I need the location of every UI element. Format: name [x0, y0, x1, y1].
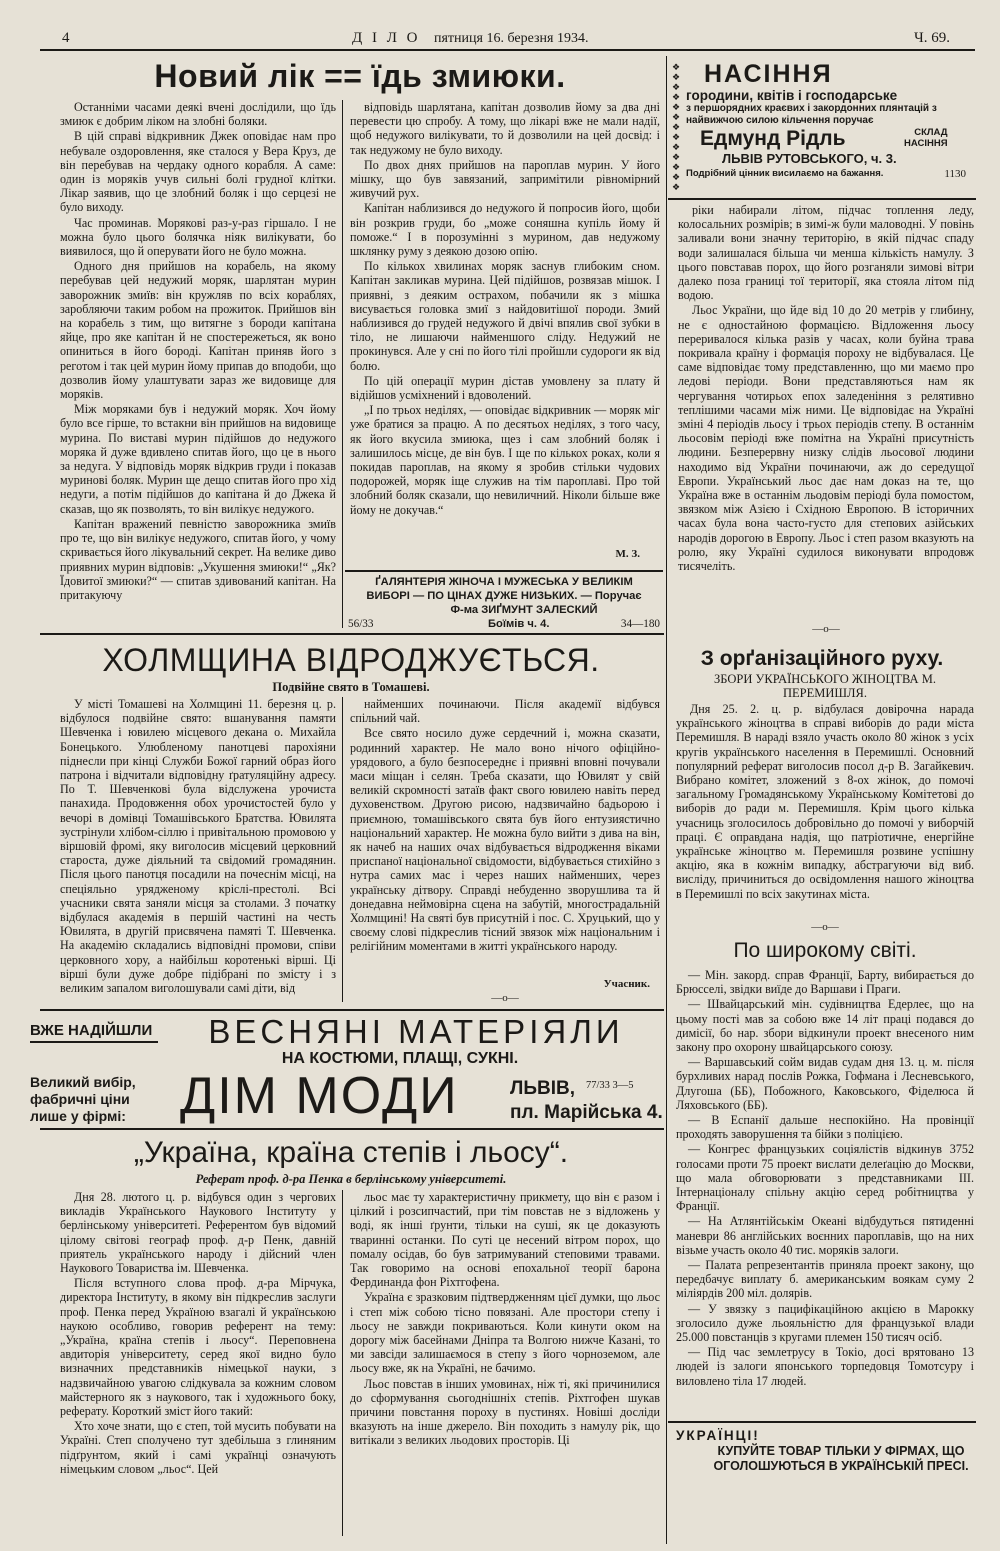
galanteria-code-right: 34—180: [620, 618, 660, 630]
org-subtitle: ЗБОРИ УКРАЇНСЬКОГО ЖІНОЦТВА М. ПЕРЕМИШЛЯ.: [714, 672, 936, 700]
paragraph: Україна є зразковим підтвердженням цієї думки, що льос і степ між собою тісно повязані. Але простори степу і льосу не завжди покриваються. Коли кинути оком на дорогу між басейнами Дніпра та Волгою нижче Казані, то ми завсіди залишаємося в степу з його чорноземом, але льосу вже, як на Україні, не бачимо.: [350, 1290, 660, 1376]
masthead-rule: [40, 49, 975, 51]
fashion-ad-left-3: лише у фірмі:: [30, 1108, 126, 1124]
galanteria-ad: [348, 575, 660, 631]
masthead: [62, 30, 950, 50]
fashion-ad-headline: ВЕСНЯНІ МАТЕРІЯЛИ: [208, 1013, 624, 1050]
ornament-divider: —o—: [491, 992, 519, 1004]
paragraph: У місті Томашеві на Холмщині 11. березня ц. р. відбулося подвійне свято: вшанування памяти Шевченка і ювилею місцевого декана о. Михайла Бонецького. Улюбленому панотцеві парохіяни піднесли при кінці Служби Божої гарний образ його патрона і відчитали відповідну ґратуляційну адресу. По Т. Шевченкові була відслужена урочиста панахида. Продовження обох урочистостей було у вечорі в домівці Томашівського Братства. Ювилята зустрінули хлібом-сіллю і привітальною промовою у віршовій фромі, яку виголосив місцевий церковний староста, дуже діяльний та свідомий громадянин. Після цього панотця посадили на почеснім місці, на спеціяльно урядженому кріслі-престолі. Всі учасники свята заняли місця за столами. З початку відбулася академія в першій частині на честь Ювилята, в другій присвячена памяті Т. Шевченка. На академію складались відповідні промови, співи церковного хору, а найбільш коротенькі вірші. Ці вірші були дуже добре підібрані по змісту і з великим запалом виголошували самі діти, від: [60, 697, 336, 996]
issue-number: Ч. 69.: [914, 30, 950, 46]
ornament-divider: —o—: [811, 921, 839, 933]
paper-name: Д І Л О: [352, 30, 421, 46]
paragraph: ріки набирали літом, підчас топлення леду, колосальних розмірів; в зимі-ж були маловодні. У повінь заливали вони значну територію, в якій підчас спаду води залишалася більша чи менша кількість намулу. З цього повставав порох, що його розганяли зимові вітри далеко поза границі тої території, яка стояла літом під водою.: [678, 203, 974, 303]
galanteria-line-3: Ф-ма ЗИҐМУНТ ЗАЛЕСКИЙ: [450, 604, 598, 616]
paragraph: По цій операції мурин дістав умовлену за плату й відійшов усміхнений і вдоволений.: [350, 373, 660, 403]
section-rule: [668, 1421, 976, 1423]
fashion-ad-left-2: фабричні ціни: [30, 1091, 130, 1107]
ukrainians-ad-text: КУПУЙТЕ ТОВАР ТІЛЬКИ У ФІРМАХ, ЩО ОГОЛОШУЮТЬСЯ В УКРАЇНСЬКІЙ ПРЕСІ.: [713, 1444, 969, 1473]
fashion-ad-city: ЛЬВІВ,: [510, 1078, 575, 1099]
fashion-ad: [30, 1014, 664, 1126]
org-text: [676, 702, 974, 920]
paragraph: По кількох хвилинах моряк заснув глибоким сном. Капітан закликав мурина. Цей підійшов, розвязав мішок. І приявні, з деяким острахом, побачили як з мішка висувається головка змиї з найдовитішої породи. Змий наблизився до грудей недужого й двічі впялив свої зубки в тіло, не лишаючи найменшого сліду. Недужий не прокинувся. Але у сні по його тілі пройшли судороги як від болю.: [350, 259, 660, 373]
paragraph: Хто хоче знати, що є степ, той мусить побувати на Україні. Степ сполучено тут здебільша з глиняним підґрунтом, який і самі українці означують німецьким словом „льос“. Цей: [60, 1419, 336, 1476]
seeds-ad-note: Подрібний цінник висилаємо на бажання.: [686, 168, 884, 179]
paragraph: „І по трьох неділях, — оповідає відкривник — моряк міг уже братися за працю. А по десятьох неділях, з того часу, як його вкусила змиюка, щез і сам злобний боляк і залишилось місце, де він був. І ще по кількох роках, коли я покидав пароплав, на якому я зробив стільки чудових подорожей, моряк іще служив на тім пароплаві. Про той злобний боляк сказали, що невиличний. Ніколи більше вже йому не докучав.“: [350, 403, 660, 517]
kholm-column-2: [350, 697, 660, 979]
paragraph: — Конгрес французьких соціялістів відкинув 3752 голосами проти 75 проект вислати делеґацію до Москви, що мала обговорювати з представниками ІІІ. Інтернаціоналу спільну акцію серед робітництва у Франції.: [676, 1142, 974, 1214]
galanteria-line-2: ВИБОРІ — ПО ЦІНАХ ДУЖЕ НИЗЬКИХ. — Поручає: [366, 590, 642, 602]
cure-column-1: [60, 100, 336, 628]
paragraph: Між моряками був і недужий моряк. Хоч йому було все гірше, то встакни він прийшов на видовище мурина. По виставі мурин підійшов до недужого моряка й дуже вдивлено спитав його, що це в нього за недуга. У відповідь моряк відкрив груди і показав муринові боляк. Мурин ще дещо спитав його про хід недуги, а потім підійшов до капітана й до Джека й сказав, що як позволять, то він вилікує недужого.: [60, 402, 336, 516]
kholm-subtitle: Подвійне свято в Томашеві.: [272, 680, 430, 694]
paragraph: — В Еспанії дальше неспокійно. На провінції проходять заворушення та бійки з поліцією.: [676, 1113, 974, 1142]
seeds-ad: [686, 60, 970, 192]
ukrainians-ad: [676, 1428, 976, 1474]
seeds-ad-name: Едмунд Рідль: [700, 127, 846, 150]
paragraph: Останніми часами деякі вчені дослідили, що їдь змиюк є добрим ліком на злобні боляки.: [60, 100, 336, 129]
paragraph: — У звязку з пацифікаційною акцією в Марокку зголосило дуже льояльністю для французької влади 25.000 повстанців з кругами племен 150 тисяч осіб.: [676, 1301, 974, 1345]
seeds-ad-ornament-left: ❖ ❖ ❖ ❖ ❖ ❖ ❖ ❖ ❖ ❖ ❖ ❖ ❖: [671, 62, 681, 192]
steppe-subtitle: Реферат проф. д-ра Пенка в берлінському університеті.: [195, 1172, 507, 1186]
fashion-ad-arrived: ВЖЕ НАДІЙШЛИ: [30, 1022, 158, 1043]
paragraph: Час проминав. Морякові раз-у-раз гіршало. І не можна було цього болячка ніяк вилікувати, бо виявилося, що й оперувати його не було можна.: [60, 215, 336, 259]
seeds-ad-title: НАСІННЯ: [704, 60, 833, 88]
world-news-list: [676, 968, 974, 1416]
page-number: 4: [62, 30, 70, 46]
seeds-ad-address: ЛЬВІВ РУТОВСЬКОГО, ч. 3.: [722, 151, 897, 166]
paragraph: — Під час землетрусу в Токіо, досі врятовано 13 людей із залоги японського торпедовця Томотсуру і виловлено тіла 17 людей.: [676, 1345, 974, 1388]
galanteria-address: Боїмів ч. 4.: [488, 618, 550, 630]
paragraph: Дня 25. 2. ц. р. відбулася довірочна нарада українського жіноцтва в справі виборів до ради міста Перемишля. В нараді взяло участь около 80 жінок з усіх кругів українського населення в Перемишлі. Основний популярний реферат виголосив посол д-р В. Загайкевич. Вибрано комітет, зложений з 8-ох жінок, до помочі загальному Громадянському Українському Комітетові до виборів до ради м. Перемишля. Крім цього кілька учасниць зголосилось добровільно до помочі у виборчій праці. Є оправдана надія, що патріотичне, енергійне українське жіноцтво м. Перемишля розвине успішну акцію, яка в кожнім випадку, абстрагуючи від виб. висліду, причиниться до освідомлення нашого жіноцтва в Перемишлі по всіх закутинах міста.: [676, 702, 974, 901]
ad-rule-top: [345, 570, 663, 572]
paragraph: Льос України, що йде від 10 до 20 метрів у глибину, не є одностайною формацією. Відложення льосу переривалося кілька разів у часах, коли буйна трава покривала країну і формація пороху не відбувалася. Це саме відповідає тому представленню, що ми маємо про ледові періоди. Вони представляються нам як чергування чотирьох епох заледеніння з релятивно теплішими часами між ними. Це відповідає на Україні зміні 4 періодів льосу і трьох періодів степу. В останнім льосовім періоді вже помітна на Україні присутність людини. Безперервну низку слідів льосової людини находимо від України починаючи, аж до середущої Европи. Український льос дає нам доказ на те, що Україна вже в останнім льодовім періоді була помостом, звязком між Азією і Східною Европою. В історичних часах була вона часто-густо для степових азійських народів дорогою в Европу. Льос і степ разом вказують на ролю, яку Україні судилося виконувати впродовж тисячеліть.: [678, 303, 974, 574]
fashion-ad-left-text: [30, 1074, 170, 1125]
ornament-divider: —o—: [812, 623, 840, 635]
paragraph: Одного дня прийшов на корабель, на якому перебував цей недужий моряк, шарлятан мурин заворожник змиїв: він кружляв по всіх кораблях, заробляючи таким робом на прожиток. Прийшов він на корабель з тим, що витягне з бороди капітана яйце, про яке капітан й не спостережеться, як воно опиниться в його бороді. Капітан приняв його з реготом і так цей мурин йому припав до вподоби, що дозволив йому улаштувати зараз же видовище для моряків.: [60, 259, 336, 402]
column-rule: [666, 56, 667, 1544]
ukrainians-ad-title: УКРАЇНЦІ!: [676, 1428, 760, 1443]
issue-date: пятниця 16. березня 1934.: [434, 31, 589, 46]
headline-cure: Новий лік == їдь змиюки.: [154, 58, 566, 94]
seeds-ad-code: 1130: [944, 168, 966, 180]
headline-world-news: По широкому світі.: [733, 939, 917, 962]
paragraph: В цій справі відкривник Джек оповідає нам про небувале оздоровлення, яке сталося у Вера Круз, де він перебував на чердаку одного корабля. А саме: один із моряків учув сильні болі грудної клітки. Лікар заявив, що це злобний боляк і що серцезі не було виходу.: [60, 129, 336, 215]
paragraph: Капітан вражений певністю заворожника змиїв про те, що він вилікує недужого, спитав його, у чому скривається його лікувальний секрет. На велике диво приявних мурин відповів: „Укушення змиюки!“ „Як? Їдовитої змиюки?“ — спитав здивований капітан. На притакуючу: [60, 516, 336, 602]
seeds-ad-store: [904, 127, 948, 149]
seeds-ad-line-1: городини, квітів і господарське: [686, 88, 898, 103]
section-rule: [40, 633, 664, 635]
paragraph: Льос повстав в інших умовинах, ніж ті, які причинилися до сформування сьогоднішніх степів. Ріхтгофен шукав причини повстання пороху в пустинях. Новіші досліди вказують на інше джерело. Він походить з намулу рік, що витікали з великих льодових просторів. Ці: [350, 1376, 660, 1448]
headline-steppe: „Україна, країна степів і льосу“.: [133, 1136, 569, 1169]
seeds-ad-line-2: з першорядних краєвих і закордонних плянтацій з найвижчою силою кільчення поручає: [686, 103, 937, 126]
paragraph: Після вступного слова проф. д-ра Мірчука, директора Інституту, в якому він підкреслив заслуги проф. Пенка перед Україною взагалі й українською наукою особливо, говорив референт на тему: „Україна, країна степів і льосу“. Переповнена авдиторія університету, серед якої видно було визначних представників німецької науки, з надзвичайною увагою слідкувала за кожним словом майстерного як з наукового, так і художнього боку, реферату. Короткий зміст його такий:: [60, 1276, 336, 1419]
paragraph: Дня 28. лютого ц. р. відбувся один з чергових викладів Українського Наукового Інституту у берлінському університеті. Референтом був відомий цілому світові географ проф. д-р Пенк, давній приятель українського народу і дійсний член Наукового Товариства ім. Шевченка.: [60, 1190, 336, 1276]
paragraph: — Швайцарський мін. судівництва Едерлеє, що на цьому пості мав за собою вже 14 літ праці подався до димісії, бо нар. збори відкинули проект внесеного ним закону про охорону швайцарського союзу.: [676, 997, 974, 1055]
paragraph: Все свято носило дуже сердечний і, можна сказати, родинний характер. Не мало воно нічого офіційно-урядового, а було безпосереднє і приявні вповні почували маси міщан і селян. Треба сказати, що Ювилят у свій великій скромності затаїв факт свого ювилею навіть перед духовенством. Другою рисою, надзвичайно бадьорою і приємною, томашівського свята був його ентузиястично національний характер. Не можна було вийти з дива на він, як начеб на наших очах відбувається відродження віками приспаної національної свідомости, відбувається стихійно з нутра самих мас і через наших найменших, через українську дітвору. Справді небуденно зворушлива та й донедавна неймовірна сцена на забутій, многострадальній Холмщині! На святі був присутній і пос. С. Хруцький, що у своєму слові підкреслив тісний звязок між національним і релігійним моментами в житті українського народу.: [350, 726, 660, 954]
seeds-ad-store-2: НАСІННЯ: [904, 138, 948, 149]
seeds-ad-rule: [668, 198, 976, 200]
column-rule: [342, 100, 343, 628]
paragraph: Капітан наблизився до недужого й попросив його, щоби він розкрив груди, бо „може соняшна купіль йому й поможе.“ І в порозумінні з мурином, дав недужому шклянку руму з деякою дозою опію.: [350, 201, 660, 259]
paragraph: — Варшавський сойм видав судам дня 13. ц. м. після бурхливих нарад послів Рожка, Гофмана і Лесневського, Длугоша (ББ), Побожного, Каковського, Фіделюса й Ляховського (ББ).: [676, 1055, 974, 1112]
column-rule: [342, 697, 343, 1002]
galanteria-code-left: 56/33: [348, 618, 374, 630]
paragraph: — Мін. закорд. справ Франції, Барту, вибирається до Брюсселі, звідки виїде до Варшави і Праги.: [676, 968, 974, 997]
headline-org: З орґанізаційного руху.: [700, 647, 944, 670]
kholm-signature: Учасник.: [603, 978, 650, 990]
fashion-ad-left-1: Великий вибір,: [30, 1074, 136, 1090]
paragraph: — На Атлянтійськім Океані відбудуться пятиденні маневри 86 англійських воєнних пароплавів, що на них візьме участь около 40 тис. моряків залоги.: [676, 1214, 974, 1257]
fashion-ad-brand: ДІМ МОДИ: [180, 1067, 459, 1125]
paragraph: льос має ту характеристичну прикмету, що він є разом і цілкий і розсипчастий, при тім повстав не з відложень у воді, як інші ґрунти, тільки на суші, як це доказують тваринні останки. По суті це несений вітром порох, що помалу осідав, бо був затримуваний степовими травами. Так говоримо на основі епохальної теорії барона Фердинанда фон Ріхтгофена.: [350, 1190, 660, 1290]
fashion-ad-address: пл. Марійська 4.: [510, 1102, 663, 1123]
cure-signature: М. З.: [615, 548, 640, 560]
paragraph: — Палата репрезентантів приняла проект закону, що передбачує виплату б. американським воякам суму 2 міліярдів 200 міл. долярів.: [676, 1258, 974, 1301]
paragraph: відповідь шарлятана, капітан дозволив йому за два дні перевести цю спробу. А тому, що лікарі вже не мали надії, щоб недужого вилікувати, то й дозволили на цей досвід: і так недужому не було виходу.: [350, 100, 660, 157]
steppe-continuation-column: [678, 203, 974, 621]
cure-column-2: [350, 100, 660, 555]
fashion-ad-code: 77/33 3—5: [586, 1080, 634, 1091]
paragraph: По двох днях прийшов на пароплав мурин. У його мішку, що був завязаний, запримітили рівномірний живучий рух.: [350, 157, 660, 201]
steppe-column-1: [60, 1190, 336, 1536]
fashion-ad-rule-bottom: [40, 1128, 664, 1130]
fashion-ad-rule-top: [40, 1009, 664, 1011]
seeds-ad-store-1: СКЛАД: [914, 127, 948, 138]
galanteria-line-1: ҐАЛЯНТЕРІЯ ЖІНОЧА І МУЖЕСЬКА У ВЕЛИКІМ: [375, 576, 633, 588]
steppe-column-2: [350, 1190, 660, 1536]
fashion-ad-sub: НА КОСТЮМИ, ПЛАЩІ, СУКНІ.: [281, 1050, 519, 1067]
kholm-column-1: [60, 697, 336, 1002]
paragraph: найменших починаючи. Після академії відбувся спільний чай.: [350, 697, 660, 726]
headline-kholm: ХОЛМЩИНА ВІДРОДЖУЄТЬСЯ.: [102, 642, 600, 678]
column-rule: [342, 1190, 343, 1536]
